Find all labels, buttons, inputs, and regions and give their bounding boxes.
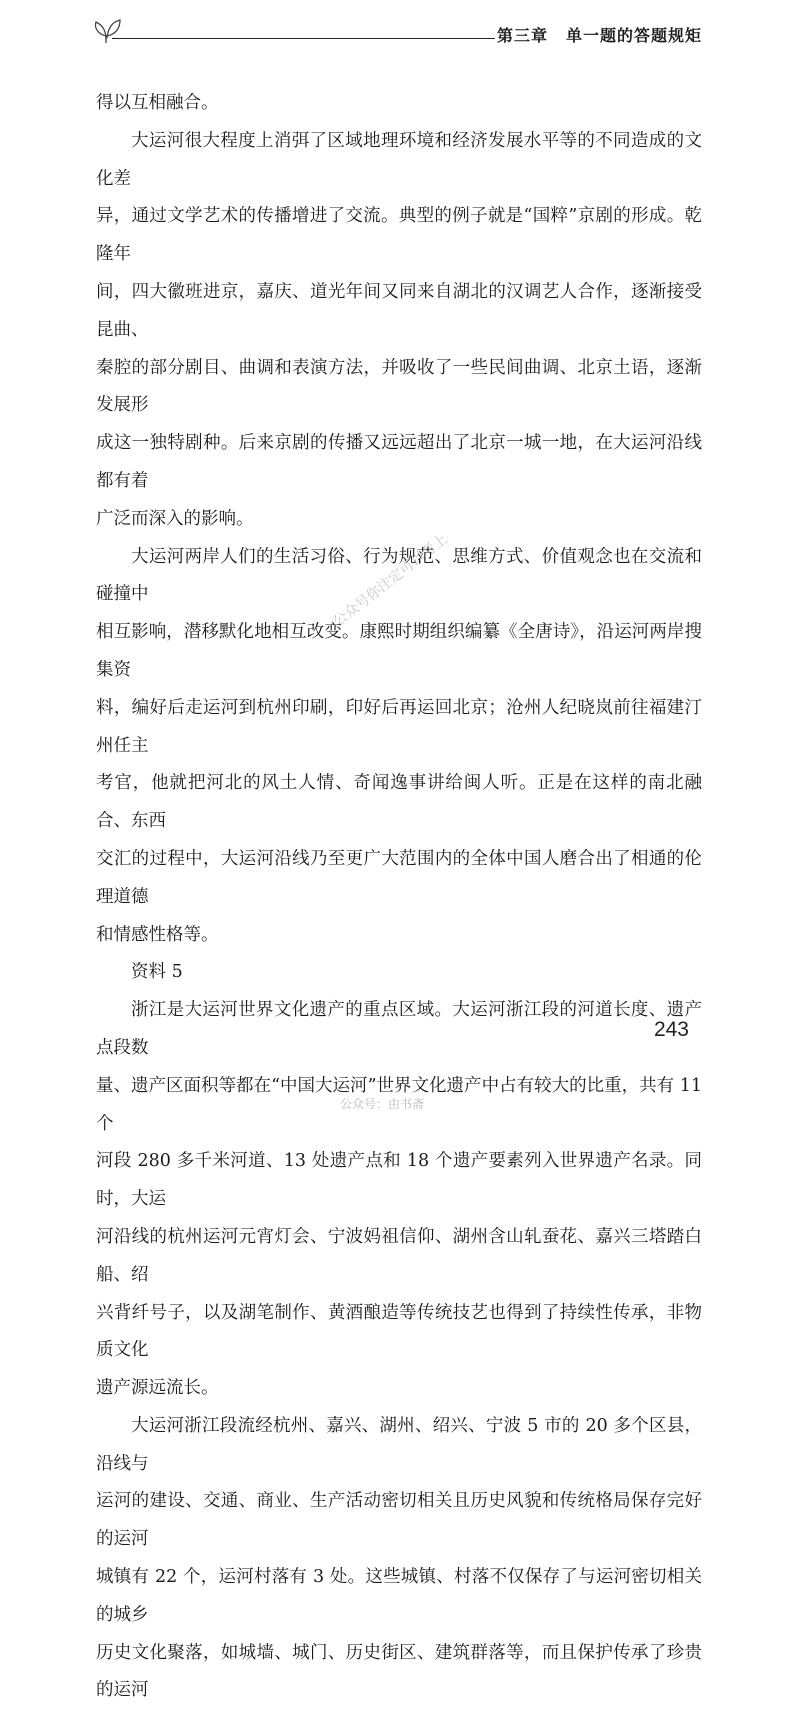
text-line: 大运河很大程度上消弭了区域地理环境和经济发展水平等的不同造成的文化差: [96, 130, 702, 189]
text-line: 运河的建设、交通、商业、生产活动密切相关且历史风貌和传统格局保存完好的运河: [96, 1491, 702, 1550]
text-line: 浙江是大运河世界文化遗产的重点区域。大运河浙江段的河道长度、遗产点段数: [96, 1000, 702, 1058]
sprout-icon: [90, 14, 124, 44]
header-rule: [112, 38, 495, 39]
paragraph: [96, 85, 702, 123]
text-line: 秦腔的部分剧目、曲调和表演方法，并吸收了一些民间曲调、北京土语，逐渐发展形: [96, 357, 702, 416]
watermark: 公众号你注定可以考上: [330, 531, 451, 631]
text-line: 成这一独特剧种。后来京剧的传播又远远超出了北京一城一地，在大运河沿线都有着: [96, 433, 702, 491]
text-line: 河段 280 多千米河道、13 处遗产点和 18 个遗产要素列入世界遗产名录。同时，大运: [96, 1151, 702, 1210]
text-line: 兴背纤号子，以及湖笔制作、黄酒酿造等传统技艺也得到了持续性传承，非物质文化: [96, 1302, 702, 1361]
text-line: 得以互相融合。: [96, 93, 219, 113]
paragraph: [96, 1408, 702, 1710]
chapter-name: 单一题的答题规矩: [565, 26, 702, 45]
paragraph: [96, 992, 702, 1408]
text-line: 大运河浙江段流经杭州、嘉兴、湖州、绍兴、宁波 5 市的 20 多个区县，沿线与: [96, 1415, 702, 1474]
paragraph: [96, 123, 702, 539]
chapter-title: [497, 23, 702, 46]
page-number: 243: [653, 1018, 689, 1041]
text-line: 考官，他就把河北的风土人情、奇闻逸事讲给闽人听。正是在这样的南北融合、东西: [96, 773, 702, 832]
text-line: 河沿线的杭州运河元宵灯会、宁波妈祖信仰、湖州含山轧蚕花、嘉兴三塔踏白船、绍: [96, 1226, 702, 1285]
text-line: 料，编好后走运河到杭州印刷，印好后再运回北京；沧州人纪晓岚前往福建汀州任主: [96, 697, 702, 756]
running-header: [90, 14, 710, 48]
text-line: 城镇有 22 个，运河村落有 3 处。这些城镇、村落不仅保存了与运河密切相关的城乡: [96, 1567, 702, 1625]
footer-watermark: 公众号：由书斋: [340, 1097, 425, 1111]
chapter-number: 第三章: [496, 26, 548, 45]
text-line: 和情感性格等。: [96, 924, 219, 945]
section-label: 资料 5: [131, 962, 183, 983]
text-line: 历史文化聚落，如城墙、城门、历史街区、建筑群落等，而且保护传承了珍贵的运河: [96, 1642, 702, 1701]
paragraph: [96, 539, 702, 955]
text-line: 量、遗产区面积等都在“中国大运河”世界文化遗产中占有较大的比重，共有 11 个: [96, 1075, 702, 1134]
text-line: 大运河两岸人们的生活习俗、行为规范、思维方式、价值观念也在交流和碰撞中: [96, 546, 702, 605]
text-line: 遗产源远流长。: [96, 1378, 219, 1399]
text-line: 广泛而深入的影响。: [96, 508, 254, 529]
text-line: 异，通过文学艺术的传播增进了交流。典型的例子就是“国粹”京剧的形成。乾隆年: [96, 206, 702, 265]
text-line: 间，四大徽班进京，嘉庆、道光年间又同来自湖北的汉调艺人合作，逐渐接受昆曲、: [96, 281, 702, 340]
text-line: 相互影响，潜移默化地相互改变。康熙时期组织编纂《全唐诗》，沿运河两岸搜集资: [96, 622, 702, 680]
page-body: [96, 85, 702, 1710]
text-line: 交汇的过程中，大运河沿线乃至更广大范围内的全体中国人磨合出了相通的伦理道德: [96, 848, 702, 907]
